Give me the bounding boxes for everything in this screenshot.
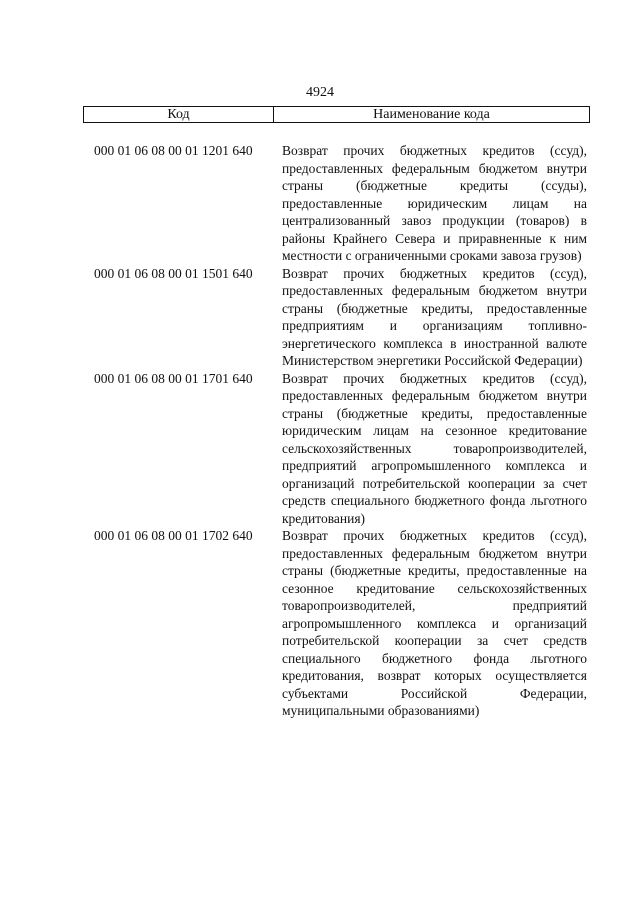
row-code: 000 01 06 08 00 01 1701 640 [94,370,253,386]
table-row [94,527,590,720]
page-number: 4924 [306,85,334,100]
code-table-body [94,142,590,720]
row-code: 000 01 06 08 00 01 1702 640 [94,528,253,543]
table-row [94,265,590,370]
table-header [83,106,590,123]
table-row [94,142,590,265]
row-description: Возврат прочих бюджетных кредитов (ссуд), предоставленных федеральным бюджетом внутри страны (бюджетные кредиты (ссуды), предоставленные юридическим лицам на централизованный завоз продукции (товаров) в районы Крайнего Севера и приравненные к ним местности с ограниченными сроками завоза грузов) [282,143,587,263]
row-code: 000 01 06 08 00 01 1201 640 [94,143,253,158]
header-name-column: Наименование кода [373,107,490,122]
row-description: Возврат прочих бюджетных кредитов (ссуд), предоставленных федеральным бюджетом внутри страны (бюджетные кредиты, предоставленные предприятиям и организациям топливно-энергетического комплекса в иностранной валюте Министерством энергетики Российской Федерации) [282,265,587,368]
row-code: 000 01 06 08 00 01 1501 640 [94,265,253,281]
header-code-column: Код [84,107,274,122]
table-row [94,370,590,528]
row-description: Возврат прочих бюджетных кредитов (ссуд), предоставленных федеральным бюджетом внутри страны (бюджетные кредиты, предоставленные на сезонное кредитование сельскохозяйственных товаропроизводителей, предприятий агропромышленного комплекса и организаций потребительской кооперации за счет средств специального бюджетного фонда льготного кредитования, возврат которых осуществляется субъектами Российской Федерации, муниципальными образованиями) [282,528,587,718]
row-description: Возврат прочих бюджетных кредитов (ссуд), предоставленных федеральным бюджетом внутри страны (бюджетные кредиты, предоставленные юридическим лицам на сезонное кредитование сельскохозяйственных товаропроизводителей, предприятий агропромышленного комплекса и организаций потребительской кооперации за счет средств специального бюджетного фонда льготного кредитования) [282,370,587,526]
